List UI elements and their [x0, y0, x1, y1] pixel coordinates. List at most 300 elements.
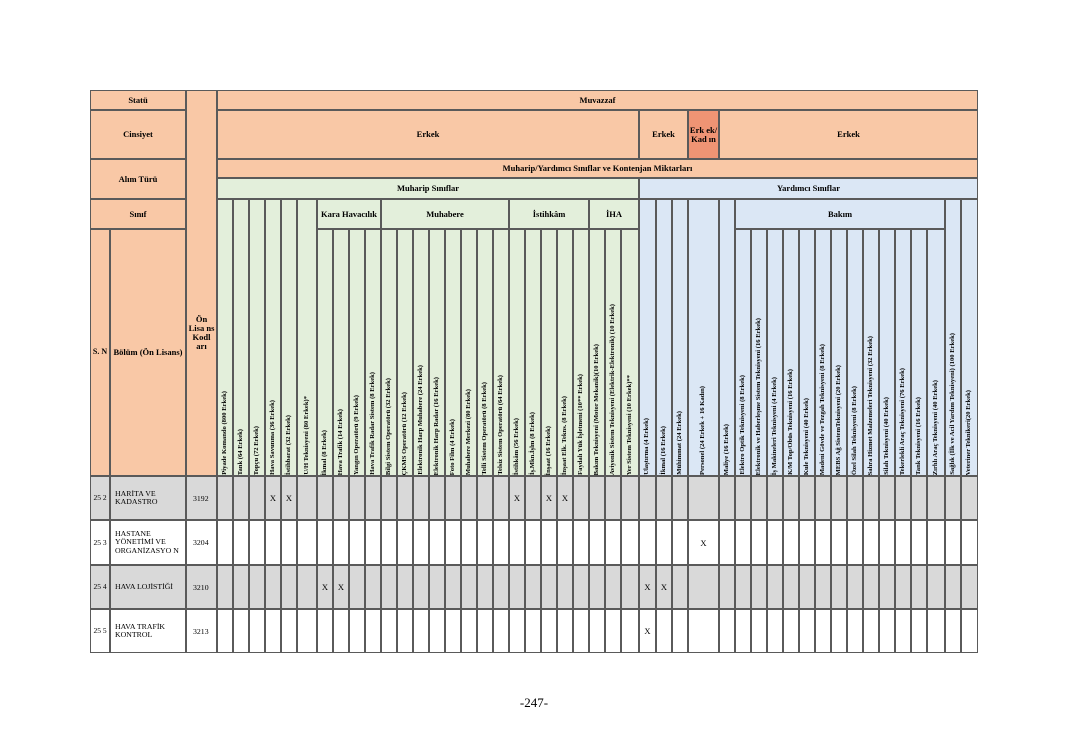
column-header-label: Elektro Optik Teknisyeni (8 Erkek)	[738, 375, 746, 475]
row-empty-cell	[429, 609, 445, 653]
column-header	[349, 229, 365, 476]
row-empty-cell	[863, 565, 879, 609]
row-empty-cell	[541, 609, 557, 653]
column-header	[688, 199, 719, 476]
row-empty-cell	[265, 609, 281, 653]
row-empty-cell	[783, 476, 799, 520]
column-header	[605, 229, 621, 476]
row-bolum: HAVA LOJİSTİĞİ	[110, 565, 186, 609]
row-empty-cell	[799, 565, 815, 609]
column-header-label: Elektronik Harp Radar (16 Erkek)	[432, 376, 440, 475]
row-kod: 3192	[186, 476, 217, 520]
row-empty-cell	[461, 476, 477, 520]
row-empty-cell	[945, 476, 961, 520]
row-empty-cell	[961, 520, 978, 565]
row-empty-cell	[895, 476, 911, 520]
row-empty-cell	[927, 476, 945, 520]
column-header-label: Tank Teknisyeni (16 Erkek)	[914, 397, 922, 475]
row-empty-cell	[573, 609, 589, 653]
row-empty-cell	[525, 476, 541, 520]
column-header	[863, 229, 879, 476]
row-mark: X	[639, 565, 656, 609]
row-bolum: HARİTA VE KADASTRO	[110, 476, 186, 520]
row-empty-cell	[895, 609, 911, 653]
column-header-label: Tekerlekli Araç Teknisyeni (76 Erkek)	[898, 367, 906, 475]
row-mark: X	[557, 476, 573, 520]
row-empty-cell	[333, 520, 349, 565]
row-empty-cell	[217, 476, 233, 520]
row-empty-cell	[799, 609, 815, 653]
row-empty-cell	[509, 565, 525, 609]
column-header	[557, 229, 573, 476]
row-empty-cell	[413, 609, 429, 653]
row-empty-cell	[397, 609, 413, 653]
row-empty-cell	[249, 609, 265, 653]
row-empty-cell	[831, 609, 847, 653]
column-header-label: ÇKMS Operatörü (12 Erkek)	[400, 391, 408, 475]
column-header	[831, 229, 847, 476]
row-empty-cell	[945, 520, 961, 565]
row-empty-cell	[317, 476, 333, 520]
row-empty-cell	[961, 609, 978, 653]
row-empty-cell	[249, 565, 265, 609]
row-empty-cell	[333, 476, 349, 520]
row-empty-cell	[589, 476, 605, 520]
row-empty-cell	[265, 565, 281, 609]
row-empty-cell	[815, 565, 831, 609]
row-empty-cell	[751, 565, 767, 609]
column-header-label: Bilgi Sistem Operatörü (32 Erkek)	[384, 377, 392, 475]
column-header-label: Elektronik ve Haberleşme Sistem Teknisyeni (16 Erkek)	[754, 317, 762, 475]
row-empty-cell	[281, 609, 297, 653]
row-empty-cell	[815, 476, 831, 520]
row-empty-cell	[961, 476, 978, 520]
row-empty-cell	[783, 520, 799, 565]
column-header	[589, 229, 605, 476]
row-mark: X	[509, 476, 525, 520]
column-header-label: Zırhlı Araç Teknisyeni (40 Erkek)	[931, 379, 939, 475]
row-empty-cell	[557, 520, 573, 565]
row-empty-cell	[688, 609, 719, 653]
column-header-label: İş Makineleri Teknisyeni (4 Erkek)	[770, 376, 778, 475]
column-header	[961, 199, 978, 476]
cinsiyet-value: Erkek	[639, 110, 688, 159]
row-empty-cell	[961, 565, 978, 609]
column-header	[249, 199, 265, 476]
row-empty-cell	[509, 520, 525, 565]
column-header-label: Foto Film (4 Erkek)	[448, 418, 456, 475]
column-header	[541, 229, 557, 476]
column-header-label: Yangın Operatörü (9 Erkek)	[352, 394, 360, 475]
column-header	[317, 229, 333, 476]
row-empty-cell	[815, 520, 831, 565]
column-header	[847, 229, 863, 476]
row-empty-cell	[656, 520, 672, 565]
row-empty-cell	[281, 565, 297, 609]
row-empty-cell	[573, 565, 589, 609]
row-empty-cell	[927, 609, 945, 653]
row-empty-cell	[477, 609, 493, 653]
row-empty-cell	[233, 520, 249, 565]
sinif-label: Sınıf	[90, 199, 186, 229]
row-empty-cell	[831, 476, 847, 520]
column-header	[815, 229, 831, 476]
column-header-label: İş.Mkn.İşlm (8 Erkek)	[528, 411, 536, 475]
subgroup-iha: İHA	[589, 199, 639, 229]
column-header-label: Özel Silah Teknisyeni (8 Erkek)	[850, 385, 858, 475]
row-empty-cell	[751, 520, 767, 565]
row-empty-cell	[477, 476, 493, 520]
row-empty-cell	[945, 609, 961, 653]
column-header-label: Veteriner Teknikeri(20 Erkek)	[965, 389, 973, 475]
row-sn: 25 4	[90, 565, 110, 609]
row-mark: X	[333, 565, 349, 609]
row-mark: X	[639, 609, 656, 653]
row-empty-cell	[605, 520, 621, 565]
cinsiyet-label: Cinsiyet	[90, 110, 186, 159]
row-empty-cell	[461, 565, 477, 609]
row-empty-cell	[672, 520, 688, 565]
row-empty-cell	[589, 565, 605, 609]
column-header-label: Mühimmat (24 Erkek)	[675, 411, 683, 475]
row-empty-cell	[879, 520, 895, 565]
row-empty-cell	[397, 565, 413, 609]
column-header	[333, 229, 349, 476]
row-bolum: HASTANE YÖNETİMİ VE ORGANİZASYO N	[110, 520, 186, 565]
column-header	[413, 229, 429, 476]
row-empty-cell	[605, 609, 621, 653]
row-empty-cell	[525, 609, 541, 653]
row-empty-cell	[735, 565, 751, 609]
cinsiyet-value: Erkek	[217, 110, 639, 159]
row-empty-cell	[719, 476, 735, 520]
subgroup-istihkam: İstihkâm	[509, 199, 589, 229]
row-mark: X	[317, 565, 333, 609]
row-empty-cell	[656, 609, 672, 653]
column-header-label: Telsiz Sistem Operatörü (64 Erkek)	[496, 375, 504, 475]
row-empty-cell	[493, 476, 509, 520]
row-empty-cell	[621, 476, 639, 520]
column-header	[895, 229, 911, 476]
row-empty-cell	[541, 520, 557, 565]
row-empty-cell	[349, 609, 365, 653]
row-empty-cell	[249, 520, 265, 565]
row-empty-cell	[397, 520, 413, 565]
column-header	[751, 229, 767, 476]
row-empty-cell	[349, 476, 365, 520]
row-empty-cell	[605, 476, 621, 520]
row-empty-cell	[621, 565, 639, 609]
row-empty-cell	[783, 565, 799, 609]
column-header-label: İkmal (8 Erkek)	[320, 429, 328, 475]
column-header-label: K/M Top/Obüs Teknisyeni (16 Erkek)	[786, 369, 794, 475]
kontenjan-title: Muharip/Yardımcı Sınıflar ve Kontenjan Miktarları	[217, 159, 978, 178]
column-header	[879, 229, 895, 476]
column-header-label: Silah Teknisyeni (40 Erkek)	[882, 397, 890, 475]
column-header-label: Elektronik Harp Muhabere (24 Erkek)	[416, 365, 424, 475]
row-empty-cell	[477, 520, 493, 565]
column-header-label: İnşaat Elk. Tekns. (8 Erkek)	[560, 395, 568, 475]
row-empty-cell	[429, 476, 445, 520]
kod-label: Ön Lisa ns Kodl arı	[186, 90, 217, 476]
row-empty-cell	[927, 565, 945, 609]
row-empty-cell	[365, 476, 381, 520]
row-empty-cell	[493, 565, 509, 609]
column-header-label: Topçu (72 Erkek)	[252, 425, 260, 475]
row-empty-cell	[233, 565, 249, 609]
column-header	[911, 229, 927, 476]
row-empty-cell	[879, 476, 895, 520]
row-empty-cell	[317, 520, 333, 565]
statu-label: Statü	[90, 90, 186, 110]
column-header	[217, 199, 233, 476]
row-mark: X	[265, 476, 281, 520]
row-empty-cell	[879, 565, 895, 609]
column-header	[767, 229, 783, 476]
row-empty-cell	[863, 476, 879, 520]
row-mark: X	[656, 565, 672, 609]
row-empty-cell	[639, 476, 656, 520]
row-empty-cell	[445, 476, 461, 520]
row-empty-cell	[445, 520, 461, 565]
row-mark: X	[541, 476, 557, 520]
row-empty-cell	[297, 565, 317, 609]
column-header	[735, 229, 751, 476]
column-header-label: Bakım Teknisyeni (Motor Mekanik)(10 Erkek)	[592, 343, 600, 475]
row-empty-cell	[413, 565, 429, 609]
column-header-label: Maliye (16 Erkek)	[722, 423, 730, 475]
row-empty-cell	[672, 565, 688, 609]
row-empty-cell	[381, 520, 397, 565]
row-empty-cell	[688, 476, 719, 520]
column-header-label: İstihkâm (56 Erkek)	[512, 417, 520, 475]
column-header	[297, 199, 317, 476]
row-empty-cell	[477, 565, 493, 609]
row-empty-cell	[397, 476, 413, 520]
row-kod: 3204	[186, 520, 217, 565]
row-empty-cell	[557, 609, 573, 653]
column-header	[397, 229, 413, 476]
row-empty-cell	[429, 520, 445, 565]
column-header-label: Piyade Komando (800 Erkek)	[220, 391, 228, 475]
cinsiyet-value-mixed: Erk ek/ Kad ın	[688, 110, 719, 159]
column-header-label: Hava Trafik Radar Sistem (8 Erkek)	[368, 372, 376, 475]
row-empty-cell	[381, 565, 397, 609]
column-header	[429, 229, 445, 476]
column-header	[639, 199, 656, 476]
row-empty-cell	[767, 520, 783, 565]
row-empty-cell	[297, 609, 317, 653]
column-header-label: U/H Teknisyeni (80 Erkek)*	[302, 396, 310, 475]
column-header	[799, 229, 815, 476]
row-empty-cell	[249, 476, 265, 520]
row-empty-cell	[799, 520, 815, 565]
row-empty-cell	[863, 609, 879, 653]
column-header	[281, 199, 297, 476]
row-empty-cell	[672, 476, 688, 520]
row-empty-cell	[672, 609, 688, 653]
column-header-label: İstihbarat (32 Erkek)	[284, 414, 292, 475]
column-header	[927, 229, 945, 476]
column-header-label: İkmal (16 Erkek)	[659, 426, 667, 475]
column-header	[509, 229, 525, 476]
column-header-label: Telli Sistem Operatörü (8 Erkek)	[480, 382, 488, 475]
row-empty-cell	[911, 520, 927, 565]
row-empty-cell	[815, 609, 831, 653]
row-empty-cell	[719, 565, 735, 609]
column-header	[365, 229, 381, 476]
row-empty-cell	[381, 609, 397, 653]
row-empty-cell	[413, 520, 429, 565]
row-empty-cell	[365, 520, 381, 565]
row-sn: 25 2	[90, 476, 110, 520]
cinsiyet-value: Erkek	[719, 110, 978, 159]
row-empty-cell	[297, 476, 317, 520]
row-empty-cell	[217, 565, 233, 609]
column-header	[445, 229, 461, 476]
sn-label: S. N	[90, 229, 110, 476]
column-header-label: Ulaştırma (4 Erkek)	[643, 418, 651, 475]
row-empty-cell	[735, 609, 751, 653]
row-sn: 25 3	[90, 520, 110, 565]
row-empty-cell	[461, 609, 477, 653]
yardimci-title: Yardımcı Sınıflar	[639, 178, 978, 199]
row-mark: X	[281, 476, 297, 520]
row-empty-cell	[847, 476, 863, 520]
row-empty-cell	[735, 520, 751, 565]
row-empty-cell	[317, 609, 333, 653]
row-empty-cell	[831, 565, 847, 609]
column-header	[672, 199, 688, 476]
row-empty-cell	[349, 520, 365, 565]
column-header	[477, 229, 493, 476]
row-sn: 25 5	[90, 609, 110, 653]
column-header	[621, 229, 639, 476]
column-header	[493, 229, 509, 476]
row-empty-cell	[688, 565, 719, 609]
column-header-label: Personel (24 Erkek + 16 Kadın)	[699, 386, 707, 475]
row-empty-cell	[945, 565, 961, 609]
row-empty-cell	[621, 520, 639, 565]
row-kod: 3213	[186, 609, 217, 653]
row-empty-cell	[365, 609, 381, 653]
row-empty-cell	[281, 520, 297, 565]
row-empty-cell	[233, 609, 249, 653]
row-empty-cell	[767, 565, 783, 609]
row-empty-cell	[333, 609, 349, 653]
statu-value: Muvazzaf	[217, 90, 978, 110]
column-header-label: Hava Trafik (14 Erkek)	[336, 408, 344, 475]
row-bolum: HAVA TRAFİK KONTROL	[110, 609, 186, 653]
row-empty-cell	[831, 520, 847, 565]
row-empty-cell	[767, 609, 783, 653]
row-empty-cell	[621, 609, 639, 653]
column-header	[265, 199, 281, 476]
row-empty-cell	[217, 520, 233, 565]
row-empty-cell	[879, 609, 895, 653]
row-empty-cell	[751, 476, 767, 520]
row-empty-cell	[541, 565, 557, 609]
row-empty-cell	[557, 565, 573, 609]
row-empty-cell	[639, 520, 656, 565]
row-empty-cell	[656, 476, 672, 520]
row-empty-cell	[735, 476, 751, 520]
row-empty-cell	[589, 609, 605, 653]
row-empty-cell	[297, 520, 317, 565]
column-header	[381, 229, 397, 476]
row-empty-cell	[509, 609, 525, 653]
column-header	[525, 229, 541, 476]
column-header-label: Sahra Hizmet Malzemeleri Teknisyeni (32 Erkek)	[866, 335, 874, 475]
column-header	[461, 229, 477, 476]
column-header-label: İnşaat (16 Erkek)	[544, 425, 552, 475]
column-header-label: Yer Sistem Teknisyeni (10 Erkek)**	[625, 374, 633, 475]
bolum-label: Bölüm (Ön Lisans)	[110, 229, 186, 476]
row-empty-cell	[525, 520, 541, 565]
row-empty-cell	[863, 520, 879, 565]
row-empty-cell	[525, 565, 541, 609]
column-header	[945, 199, 961, 476]
column-header-label: Faydalı Yük İşletmeni (10** Erkek)	[576, 374, 584, 475]
row-empty-cell	[217, 609, 233, 653]
muharip-title: Muharip Sınıflar	[217, 178, 639, 199]
subgroup-muhabere: Muhabere	[381, 199, 509, 229]
row-empty-cell	[265, 520, 281, 565]
row-empty-cell	[847, 565, 863, 609]
row-empty-cell	[349, 565, 365, 609]
row-empty-cell	[847, 609, 863, 653]
row-empty-cell	[847, 520, 863, 565]
row-empty-cell	[573, 476, 589, 520]
row-empty-cell	[911, 476, 927, 520]
row-empty-cell	[911, 565, 927, 609]
row-empty-cell	[911, 609, 927, 653]
column-header	[573, 229, 589, 476]
row-empty-cell	[895, 520, 911, 565]
column-header	[719, 199, 735, 476]
page-number: -247-	[519, 695, 549, 710]
row-empty-cell	[751, 609, 767, 653]
row-empty-cell	[783, 609, 799, 653]
column-header-label: Muhabere Merkezi (80 Erkek)	[464, 388, 472, 475]
row-empty-cell	[429, 565, 445, 609]
column-header-label: Tank (64 Erkek)	[236, 428, 244, 475]
row-empty-cell	[799, 476, 815, 520]
column-header	[783, 229, 799, 476]
column-header-label: Hava Savunma (36 Erkek)	[268, 400, 276, 475]
row-kod: 3210	[186, 565, 217, 609]
row-empty-cell	[445, 609, 461, 653]
row-empty-cell	[605, 565, 621, 609]
subgroup-bakim: Bakım	[735, 199, 945, 229]
row-empty-cell	[719, 609, 735, 653]
column-header-label: Aviyonik Sistem Teknisyeni (Elektrik-Elektronik) (10 Erkek)	[608, 303, 616, 475]
row-empty-cell	[895, 565, 911, 609]
row-empty-cell	[767, 476, 783, 520]
row-empty-cell	[445, 565, 461, 609]
row-empty-cell	[365, 565, 381, 609]
row-empty-cell	[589, 520, 605, 565]
row-empty-cell	[493, 520, 509, 565]
subgroup-kara-havacilik: Kara Havacılık	[317, 199, 381, 229]
column-header-label: Madeni Gövde ve Tezgah Teknisyeni (8 Erkek)	[818, 343, 826, 475]
row-empty-cell	[719, 520, 735, 565]
column-header	[233, 199, 249, 476]
row-empty-cell	[493, 609, 509, 653]
column-header-label: Sağlık (İlk ve Acil Yardım Teknisyeni) (100 Erkek)	[948, 333, 956, 475]
row-empty-cell	[233, 476, 249, 520]
alim-turu-label: Alım Türü	[90, 159, 186, 199]
